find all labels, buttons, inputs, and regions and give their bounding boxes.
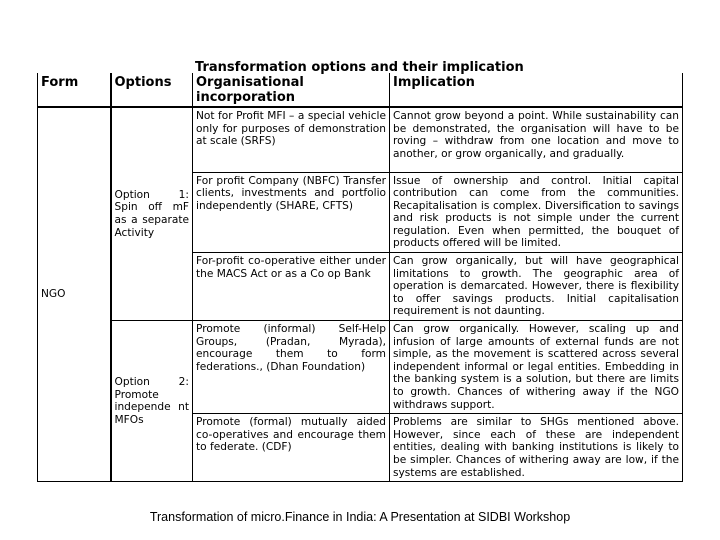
- implication-cell: Cannot grow beyond a point. While sustainability can be demonstrated, the organisation will have to be roving – withdraw from one location and move to another, or grow organically, and gradually.: [390, 107, 683, 172]
- header-organisational-incorporation: Organisational incorporation: [193, 73, 390, 107]
- header-implication: Implication: [390, 73, 683, 107]
- implication-cell: Can grow organically. However, scaling up and infusion of large amounts of external funds are not simple, as the movement is scattered across several independent informal or legal entities. Embedding in the banking system is a solution, but there are limits to growth. Chances of withering away if the NGO withdraws support.: [390, 321, 683, 414]
- option2-cell: [111, 321, 193, 482]
- table-row: [38, 107, 683, 172]
- implication-cell: Issue of ownership and control. Initial capital contribution can come from the communities. Recapitalisation is complex. Diversification to savings and risk products is not simple under the current regulation. Even when permitted, the bouquet of products offered will be limited.: [390, 172, 683, 253]
- header-options: Options: [111, 73, 193, 107]
- option1-label: Option 1: Spin off mF as a separate Activity: [114, 188, 189, 239]
- option2-label: Option 2: Promote independe nt MFOs: [114, 375, 189, 426]
- transformation-options-table: [37, 73, 683, 482]
- incorporation-cell: For profit Company (NBFC) Transfer clients, investments and portfolio independently (SHARE, CFTS): [193, 172, 390, 253]
- incorporation-cell: Promote (informal) Self-Help Groups, (Pradan, Myrada), encourage them to form federations., (Dhan Foundation): [193, 321, 390, 414]
- header-form: Form: [38, 73, 111, 107]
- form-value: NGO: [41, 288, 66, 301]
- document-title: Transformation options and their implication: [195, 60, 524, 75]
- incorporation-cell: Not for Profit MFI – a special vehicle only for purposes of demonstration at scale (SRFS): [193, 107, 390, 172]
- incorporation-cell: For-profit co-operative either under the MACS Act or as a Co op Bank: [193, 253, 390, 321]
- form-cell: [38, 107, 111, 482]
- implication-cell: Problems are similar to SHGs mentioned above. However, since each of these are independent entities, dealing with banking institutions is likely to be simpler. Chances of withering away are low, if the systems are established.: [390, 414, 683, 482]
- implication-cell: Can grow organically, but will have geographical limitations to growth. The geographic area of operation is demarcated. However, there is flexibility to offer savings products. Initial capitalisation requirement is not daunting.: [390, 253, 683, 321]
- option1-cell: [111, 107, 193, 321]
- table-row: [38, 321, 683, 414]
- incorporation-cell: Promote (formal) mutually aided co-operatives and encourage them to federate. (CDF): [193, 414, 390, 482]
- slide-footer: Transformation of micro.Finance in India: A Presentation at SIDBI Workshop: [149, 510, 571, 524]
- table-header-row: [38, 73, 683, 107]
